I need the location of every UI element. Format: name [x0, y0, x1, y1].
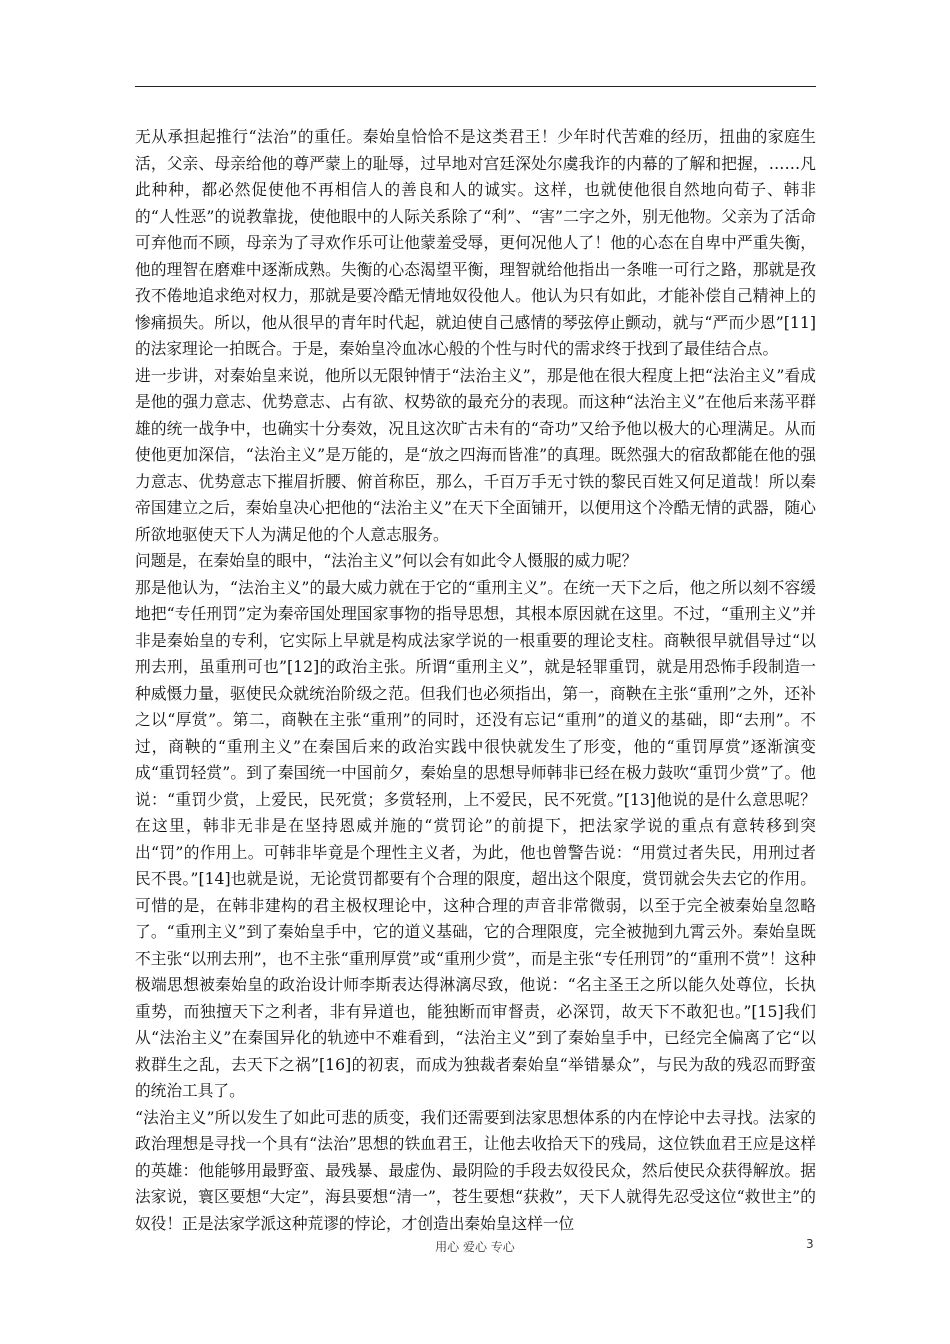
paragraph: “法治主义”所以发生了如此可悲的质变，我们还需要到法家思想体系的内在悖论中去寻找。法家的政治理想是寻找一个具有“法治”思想的铁血君王，让他去收拾天下的残局，这位铁血君王应是这样的英雄：他能够用最野蛮、最残暴、最虚伪、最阴险的手段去奴役民众，然后使民众获得解放。据法家说，寰区要想“大定”，海县要想“清一”，苍生要想“获救”，天下人就得先忍受这位“救世主”的奴役！正是法家学派这种荒谬的悖论，才创造出秦始皇这样一位 — [135, 1107, 816, 1233]
paragraph: 无从承担起推行“法治”的重任。秦始皇恰恰不是这类君王！少年时代苦难的经历，扭曲的家庭生活，父亲、母亲给他的尊严蒙上的耻辱，过早地对宫廷深处尔虞我诈的内幕的了解和把握，……凡此种种，都必然促使他不再相信人的善良和人的诚实。这样，也就使他很自然地向荀子、韩非的“人性恶”的说教靠拢，使他眼中的人际关系除了“利”、“害”二字之外，别无他物。父亲为了活命可弃他而不顾，母亲为了寻欢作乐可让他蒙羞受辱，更何况他人了！他的心态在自卑中严重失衡，他的理智在磨难中逐渐成熟。失衡的心态渴望平衡，理智就给他指出一条唯一可行之路，那就是孜孜不倦地追求绝对权力，那就是要冷酷无情地奴役他人。他认为只有如此，才能补偿自己精神上的惨痛损失。所以，他从很早的青年时代起，就迫使自己感情的琴弦停止颤动，就与“严而少恩”[11]的法家理论一拍既合。于是，秦始皇冷血冰心般的个性与时代的需求终于找到了最佳结合点。 — [135, 127, 816, 358]
body-text — [135, 124, 816, 1237]
page-number: 3 — [806, 1237, 814, 1251]
footer-slogan: 用心 爱心 专心 — [435, 1240, 515, 1254]
header-rule — [135, 86, 816, 87]
paragraph: 那是他认为，“法治主义”的最大威力就在于它的“重刑主义”。在统一天下之后，他之所以刻不容缓地把“专任刑罚”定为秦帝国处理国家事物的指导思想，其根本原因就在这里。不过，“重刑主义”并非是秦始皇的专利，它实际上早就是构成法家学说的一根重要的理论支柱。商鞅很早就倡导过“以刑去刑，虽重刑可也”[12]的政治主张。所谓“重刑主义”，就是轻罪重罚，就是用恐怖手段制造一种威慑力量，驱使民众就统治阶级之范。但我们也必须指出，第一，商鞅在主张“重刑”之外，还补之以“厚赏”。第二，商鞅在主张“重刑”的同时，还没有忘记“重刑”的道义的基础，即“去刑”。不过，商鞅的“重刑主义”在秦国后来的政治实践中很快就发生了形变，他的“重罚厚赏”逐渐演变成“重罚轻赏”。到了秦国统一中国前夕，秦始皇的思想导师韩非已经在极力鼓吹“重罚少赏”了。他说：“重罚少赏，上爱民，民死赏；多赏轻刑，上不爱民，民不死赏。”[13]他说的是什么意思呢？在这里，韩非无非是在坚持恩威并施的“赏罚论”的前提下，把法家学说的重点有意转移到突出“罚”的作用上。可韩非毕竟是个理性主义者，为此，他也曾警告说：“用赏过者失民，用刑过者民不畏。”[14]也就是说，无论赏罚都要有个合理的限度，超出这个限度，赏罚就会失去它的作用。可惜的是，在韩非建构的君主极权理论中，这种合理的声音非常微弱，以至于完全被秦始皇忽略了。“重刑主义”到了秦始皇手中，它的道义基础，它的合理限度，完全被抛到九霄云外。秦始皇既不主张“以刑去刑”，也不主张“重刑厚赏”或“重刑少赏”，而是主张“专任刑罚”的“重刑不赏”！这种极端思想被秦始皇的政治设计师李斯表达得淋漓尽致，他说：“名主圣王之所以能久处尊位，长执重势，而独擅天下之利者，非有异道也，能独断而审督责，必深罚，故天下不敢犯也。”[15]我们从“法治主义”在秦国异化的轨迹中不难看到，“法治主义”到了秦始皇手中，已经完全偏离了它“以救群生之乱，去天下之祸”[16]的初衷，而成为独裁者秦始皇“举错暴众”，与民为敌的残忍而野蛮的统治工具了。 — [135, 577, 816, 1100]
paragraph: 进一步讲，对秦始皇来说，他所以无限钟情于“法治主义”，那是他在很大程度上把“法治主义”看成是他的强力意志、优势意志、占有欲、权势欲的最充分的表现。而这种“法治主义”在他后来荡平群雄的统一战争中，也确实十分奏效，况且这次旷古未有的“奇功”又给予他以极大的心理满足。从而使他更加深信，“法治主义”是万能的，是“放之四海而皆准”的真理。既然强大的宿敌都能在他的强力意志、优势意志下摧眉折腰、俯首称臣，那么，千百万手无寸铁的黎民百姓又何足道哉！所以秦帝国建立之后，秦始皇决心把他的“法治主义”在天下全面铺开，以便用这个冷酷无情的武器，随心所欲地驱使天下人为满足他的个人意志服务。 — [135, 365, 816, 544]
paragraph: 问题是，在秦始皇的眼中，“法治主义”何以会有如此令人慑服的威力呢？ — [135, 551, 638, 570]
